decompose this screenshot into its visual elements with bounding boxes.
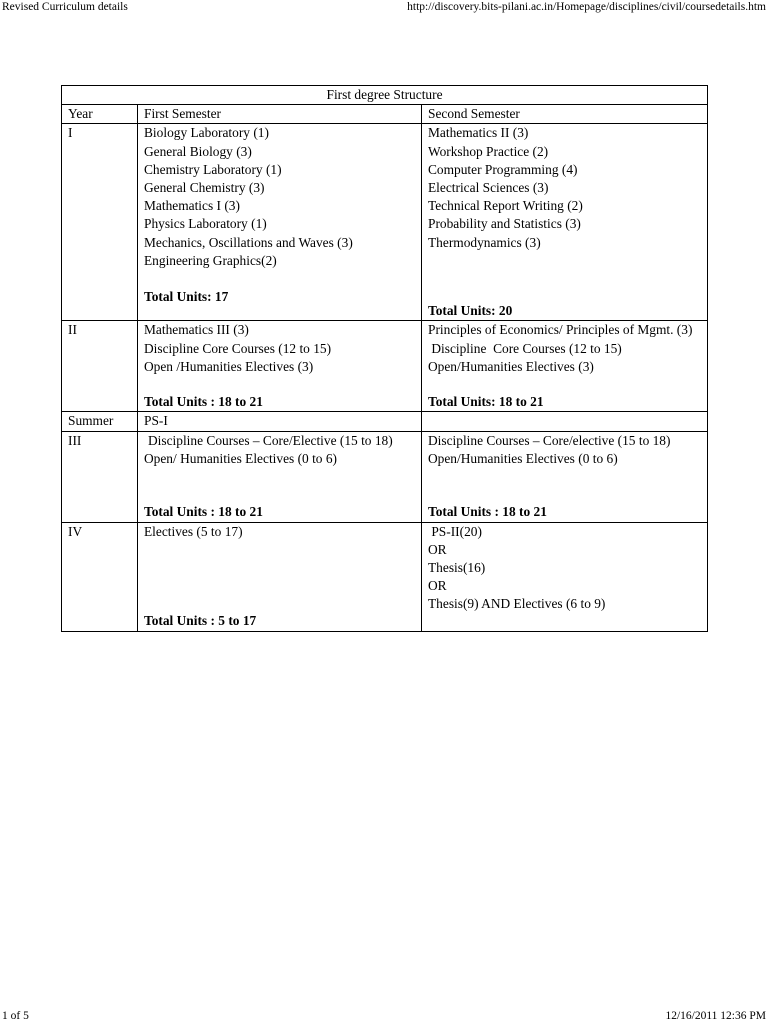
course-item: Workshop Practice (2) [428, 143, 549, 159]
course-item: Technical Report Writing (2) [428, 198, 583, 214]
course-item: Thesis(9) AND Electives (6 to 9) [428, 596, 606, 612]
total-units: Total Units : 18 to 21 [144, 394, 263, 410]
table-row-year-1 [62, 124, 708, 321]
year-cell: IV [62, 522, 138, 631]
total-units: Total Units: 18 to 21 [428, 394, 544, 410]
course-item: OR [428, 578, 447, 594]
course-item: Electrical Sciences (3) [428, 180, 549, 196]
first-semester-cell: PS-I [138, 412, 422, 431]
table-row-year-3 [62, 431, 708, 522]
total-units: Total Units : 5 to 17 [144, 613, 257, 629]
year-cell: III [62, 431, 138, 522]
table-title-row [62, 86, 708, 105]
course-item: Open/Humanities Electives (3) [428, 358, 594, 374]
course-list [428, 432, 701, 468]
course-list [144, 124, 415, 270]
course-list [144, 523, 415, 541]
course-item: OR [428, 541, 447, 557]
course-list [428, 523, 701, 614]
course-item: Discipline Courses – Core/Elective (15 to 18) [148, 432, 393, 448]
first-semester-cell [138, 431, 422, 522]
first-semester-cell [138, 124, 422, 321]
table-row-year-2 [62, 321, 708, 412]
course-item: Discipline Core Courses (12 to 15) [428, 340, 622, 356]
curriculum-table [61, 85, 708, 632]
header-first-semester: First Semester [138, 105, 422, 124]
header-second-semester: Second Semester [422, 105, 708, 124]
header-year: Year [62, 105, 138, 124]
course-item: Discipline Core Courses (12 to 15) [144, 340, 332, 356]
browser-url: http://discovery.bits-pilani.ac.in/Homepage/disciplines/civil/coursedetails.htm [407, 1, 766, 13]
course-item: Principles of Economics/ Principles of Mgmt. (3) [428, 322, 693, 338]
first-semester-cell [138, 522, 422, 631]
course-item: Chemistry Laboratory (1) [144, 161, 282, 177]
course-list [144, 432, 415, 468]
course-list [428, 321, 701, 376]
total-units: Total Units: 17 [144, 289, 229, 305]
course-item: Open /Humanities Electives (3) [144, 358, 314, 374]
year-cell: I [62, 124, 138, 321]
second-semester-cell [422, 522, 708, 631]
course-item: Computer Programming (4) [428, 161, 578, 177]
course-item: Engineering Graphics(2) [144, 252, 277, 268]
course-item: Mathematics III (3) [144, 322, 249, 338]
second-semester-cell [422, 431, 708, 522]
course-item: Discipline Courses – Core/elective (15 to 18) [428, 432, 671, 448]
year-cell: II [62, 321, 138, 412]
print-datetime: 12/16/2011 12:36 PM [665, 1010, 766, 1022]
course-item: Mechanics, Oscillations and Waves (3) [144, 234, 353, 250]
total-units: Total Units : 18 to 21 [144, 504, 263, 520]
course-item: Probability and Statistics (3) [428, 216, 581, 232]
browser-page-title: Revised Curriculum details [2, 1, 128, 13]
course-item: Mathematics I (3) [144, 198, 240, 214]
table-title: First degree Structure [62, 86, 708, 105]
second-semester-cell [422, 321, 708, 412]
course-item: Electives (5 to 17) [144, 523, 243, 539]
year-cell: Summer [62, 412, 138, 431]
course-list [144, 321, 415, 376]
second-semester-cell [422, 124, 708, 321]
course-list [428, 124, 701, 251]
page-count: 1 of 5 [2, 1010, 29, 1022]
table-row-summer [62, 412, 708, 431]
course-item: PS-II(20) [428, 523, 482, 539]
course-item: Biology Laboratory (1) [144, 125, 269, 141]
table-header-row [62, 105, 708, 124]
course-item: Thesis(16) [428, 560, 486, 576]
course-item: Thermodynamics (3) [428, 234, 541, 250]
first-semester-cell [138, 321, 422, 412]
table-row-year-4 [62, 522, 708, 631]
course-item: Physics Laboratory (1) [144, 216, 267, 232]
total-units: Total Units: 20 [428, 303, 513, 319]
course-item: Open/ Humanities Electives (0 to 6) [144, 450, 338, 466]
course-item: General Chemistry (3) [144, 180, 265, 196]
course-item: Mathematics II (3) [428, 125, 529, 141]
course-item: General Biology (3) [144, 143, 252, 159]
total-units: Total Units : 18 to 21 [428, 504, 547, 520]
second-semester-cell [422, 412, 708, 431]
course-item: Open/Humanities Electives (0 to 6) [428, 450, 618, 466]
